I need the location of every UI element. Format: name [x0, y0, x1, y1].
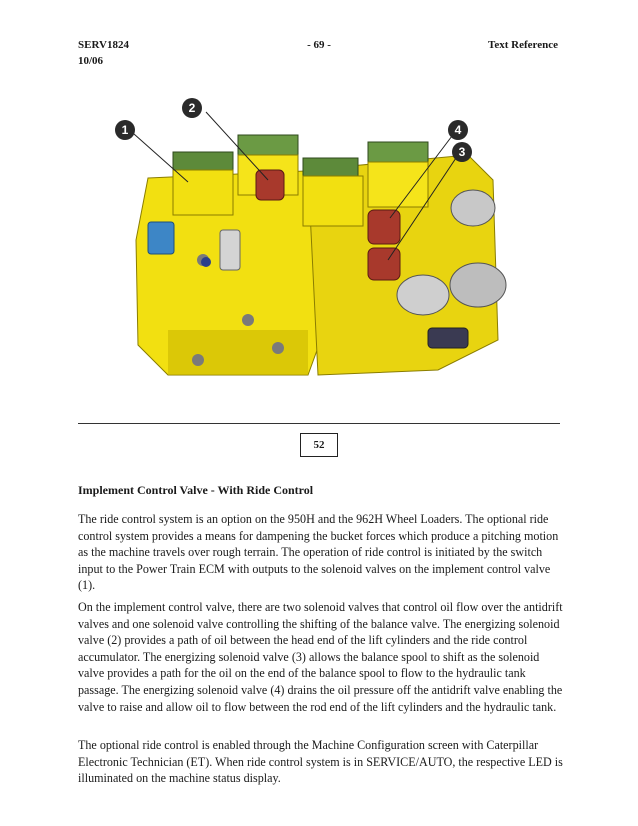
paragraph-2: On the implement control valve, there are two solenoid valves that control oil flow over the antidrift valves and one solenoid valve controlling the shifting of the balance valve. The energizing solenoid valve (2) provides a path of oil between the head end of the lift cylinders and the ride control accumulator. The energizing solenoid valve (3) allows the balance spool to shift as the solenoid valve provides a path for the oil on the end of the balance spool to flow to the hydraulic tank passage. The energizing solenoid valve (4) drains the oil pressure off the antidrift valve enabling the valve to raise and allow oil to flow between the rod end of the lift cylinders and the hydraulic tank.: [78, 600, 563, 714]
section-title: Implement Control Valve - With Ride Control: [78, 483, 314, 497]
figure-divider: [78, 423, 560, 424]
bolt-3: [272, 342, 284, 354]
solenoid-cap-4: [368, 142, 428, 164]
callout-1: 1: [115, 120, 135, 140]
solenoid-valve-3: [368, 248, 400, 280]
paragraph-3: The optional ride control is enabled through the Machine Configuration screen with Caterpillar Electronic Technician (ET). When ride control system is in SERVICE/AUTO, the respective LED is illuminated on the machine status display.: [78, 738, 563, 786]
document-code: SERV1824: [78, 39, 129, 51]
blue-plug: [201, 257, 211, 267]
callout-3: 3: [452, 142, 472, 162]
chrome-solenoid-1: [451, 190, 495, 226]
solenoid-valve-4: [368, 210, 400, 244]
solenoid-cap-2: [238, 135, 298, 157]
paragraph-1: The ride control system is an option on the 950H and the 962H Wheel Loaders. The optional ride control system provides a means for dampening the bucket forces which produce a pitching motion as the machine travels over rough terrain. The operation of ride control is initiated by the switch input to the Power Train ECM with outputs to the solenoid valves on the implement control valve (1).: [78, 512, 559, 593]
valve-drawing: [78, 90, 560, 420]
chrome-solenoid-3: [397, 275, 449, 315]
document-date: 10/06: [78, 55, 104, 67]
callout-2: 2: [182, 98, 202, 118]
page-number: - 69 -: [307, 39, 331, 51]
bolt-4: [192, 354, 204, 366]
body-shadow: [168, 330, 308, 375]
chrome-fitting-1: [220, 230, 240, 270]
bolt-2: [242, 314, 254, 326]
solenoid-cap-1: [173, 152, 233, 172]
text-reference-label: Text Reference: [488, 39, 558, 51]
callout-4: 4: [448, 120, 468, 140]
dark-solenoid: [428, 328, 468, 348]
solenoid-cap-3: [303, 158, 358, 178]
valve-section-3: [303, 176, 363, 226]
valve-illustration: [78, 90, 560, 420]
solenoid-valve-2: [256, 170, 284, 200]
valve-section-4: [368, 162, 428, 207]
chrome-solenoid-2: [450, 263, 506, 307]
blue-connector: [148, 222, 174, 254]
figure-number: 52: [300, 433, 338, 457]
